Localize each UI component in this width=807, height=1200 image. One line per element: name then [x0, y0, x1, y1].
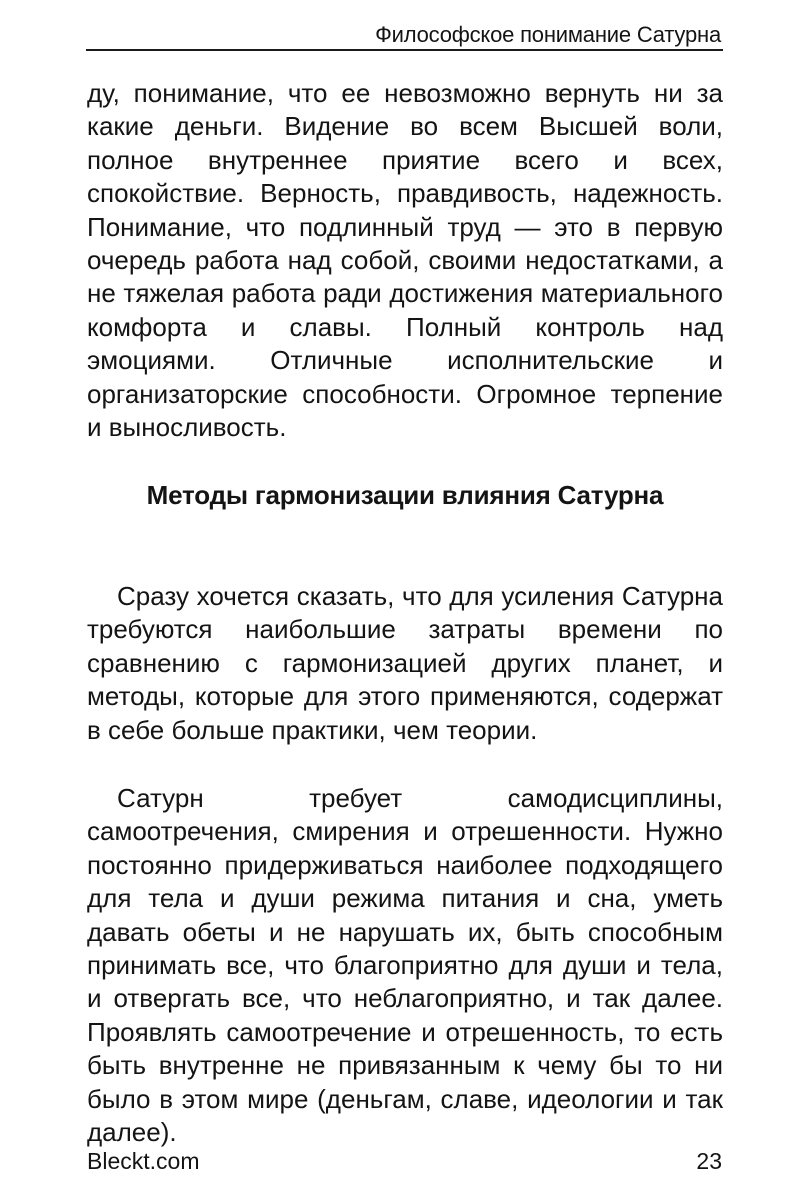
body-paragraph-2: Сразу хочется сказать, что для усиления Сатурна требуются наибольшие затраты времени по сравнению с гармонизацией других планет, и методы, которые для этого применяются, содержат в себе больше практики, чем теории.: [87, 581, 723, 745]
section-heading: Методы гармонизации влияния Сатурна: [146, 480, 664, 510]
page-number: 23: [696, 1148, 722, 1174]
body-paragraph-1: ду, понимание, что ее невозможно вернуть ни за какие деньги. Видение во всем Высшей воли, полное внутреннее приятие всего и всех, спокойствие. Верность, правдивость, надежность. Понимание, что подлинный труд — это в первую очередь работа над собой, своими недостатками, а не тяжелая работа ради достижения материального комфорта и славы. Полный контроль над эмоциями. Отличные исполнительские и организаторские способности. Огромное терпение и выносливость.: [87, 78, 723, 443]
header-divider: [86, 49, 723, 51]
body-paragraph-3: Сатурн требует самодисциплины, самоотречения, смирения и отрешенности. Нужно постоянно придерживаться наиболее подходящего для тела и души режима питания и сна, уметь давать обеты и не нарушать их, быть способным принимать все, что благоприятно для души и тела, и отвергать все, что неблагоприятно, и так далее. Проявлять самоотречение и отрешенность, то есть быть внутренне не привязанным к чему бы то ни было в этом мире (деньгам, славе, идеологии и так далее).: [87, 783, 723, 1148]
footer-site-name: Bleckt.com: [87, 1148, 200, 1174]
running-head-title: Философское понимание Сатурна: [375, 22, 721, 47]
